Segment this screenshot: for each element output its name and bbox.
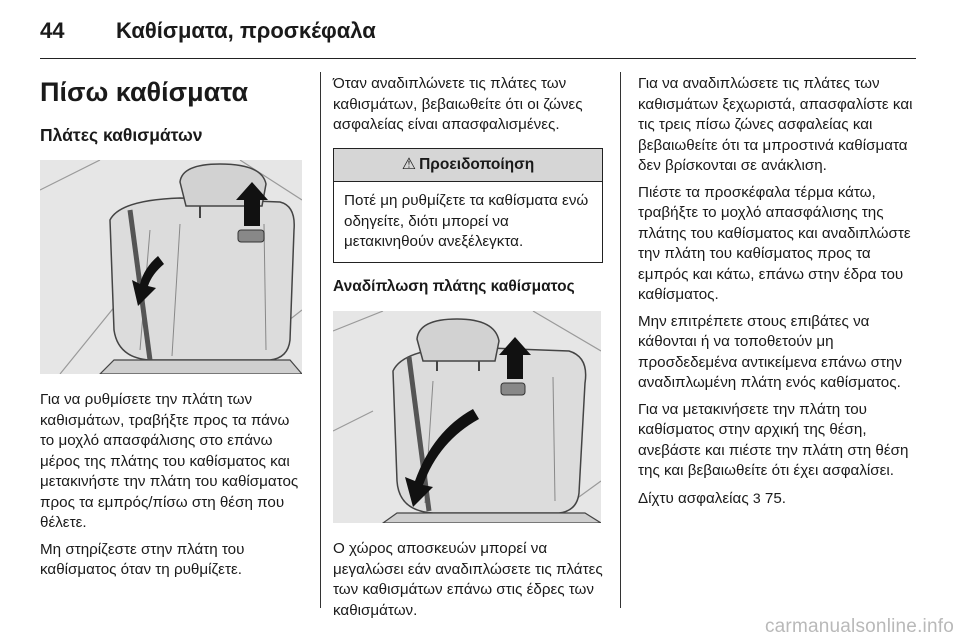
page-number: 44	[40, 18, 65, 43]
column-2	[333, 74, 603, 627]
page-header	[40, 14, 916, 59]
col2-paragraph-1: Όταν αναδιπλώνετε τις πλάτες των καθισμάτων, βεβαιωθείτε ότι οι ζώνες ασφαλείας είναι απασφαλισμένες.	[333, 75, 583, 133]
col2-paragraph-2: Ο χώρος αποσκευών μπορεί να μεγαλώσει εάν αναδιπλώσετε τις πλάτες των καθισμάτων επάνω στις έδρες των καθισμάτων.	[333, 540, 603, 619]
warning-header	[334, 149, 602, 183]
cross-reference[interactable]	[638, 488, 916, 510]
fold-backrest-heading: Αναδίπλωση πλάτης καθίσματος	[333, 277, 575, 295]
warning-box	[333, 148, 603, 263]
column-1	[40, 72, 302, 587]
col3-paragraph-3: Μην επιτρέπετε στους επιβάτες να κάθονται ή να τοποθετούν μη προσδεδεμένα αντικείμενα επάνω στην αναδιπλωμένη πλάτη ενός καθίσματος.	[638, 312, 903, 391]
seat-backrest-adjust-illustration	[40, 160, 302, 374]
col1-paragraph-1: Για να ρυθμίσετε την πλάτη των καθισμάτων, τραβήξτε προς τα πάνω το μοχλό απασφάλισης στο επάνω μέρος της πλάτης του καθίσματος και μετακινήστε την πλάτη του καθίσματος προς τα εμπρός/πίσω στη θέση που θέλετε.	[40, 391, 299, 531]
subsection-title: Πλάτες καθισμάτων	[40, 125, 203, 145]
col3-paragraph-1: Για να αναδιπλώσετε τις πλάτες των καθισμάτων ξεχωριστά, απασφαλίστε και τις τρεις πίσω ζώνες ασφαλείας και βεβαιωθείτε ότι τα μπροστινά καθίσματα δεν βρίσκονται σε ανάκλιση.	[638, 75, 913, 174]
reference-page: 75.	[764, 489, 787, 507]
seat-backrest-fold-illustration	[333, 311, 601, 523]
warning-triangle-icon: ⚠	[401, 155, 417, 173]
column-divider-2	[620, 72, 621, 608]
col3-paragraph-2: Πιέστε τα προσκέφαλα τέρμα κάτω, τραβήξτε το μοχλό απασφάλισης της πλάτης του καθίσματος και αναδιπλώστε την πλάτη του καθίσματος προς τα εμπρός και κάτω, επάνω στην έδρα του καθίσματος.	[638, 183, 911, 303]
column-divider-1	[320, 72, 321, 608]
chapter-title: Καθίσματα, προσκέφαλα	[116, 18, 376, 43]
warning-text: Ποτέ μη ρυθμίζετε τα καθίσματα ενώ οδηγείτε, διότι μπορεί να μετακινηθούν ανεξέλεγκτα.	[344, 192, 589, 250]
watermark: carmanualsonline.info	[764, 616, 954, 637]
reference-arrow-icon: 3	[752, 489, 761, 506]
section-title: Πίσω καθίσματα	[40, 77, 249, 107]
reference-label: Δίχτυ ασφαλείας	[638, 489, 749, 507]
col3-paragraph-4: Για να μετακινήσετε την πλάτη του καθίσματος στην αρχική της θέση, ανεβάστε και πιέστε την πλάτη στη θέση της και βεβαιωθείτε ότι έχει ασφαλίσει.	[638, 400, 909, 479]
column-3	[638, 74, 916, 515]
col1-paragraph-2: Μη στηρίζεστε στην πλάτη του καθίσματος όταν τη ρυθμίζετε.	[40, 540, 245, 578]
warning-title: Προειδοποίηση	[419, 155, 535, 173]
